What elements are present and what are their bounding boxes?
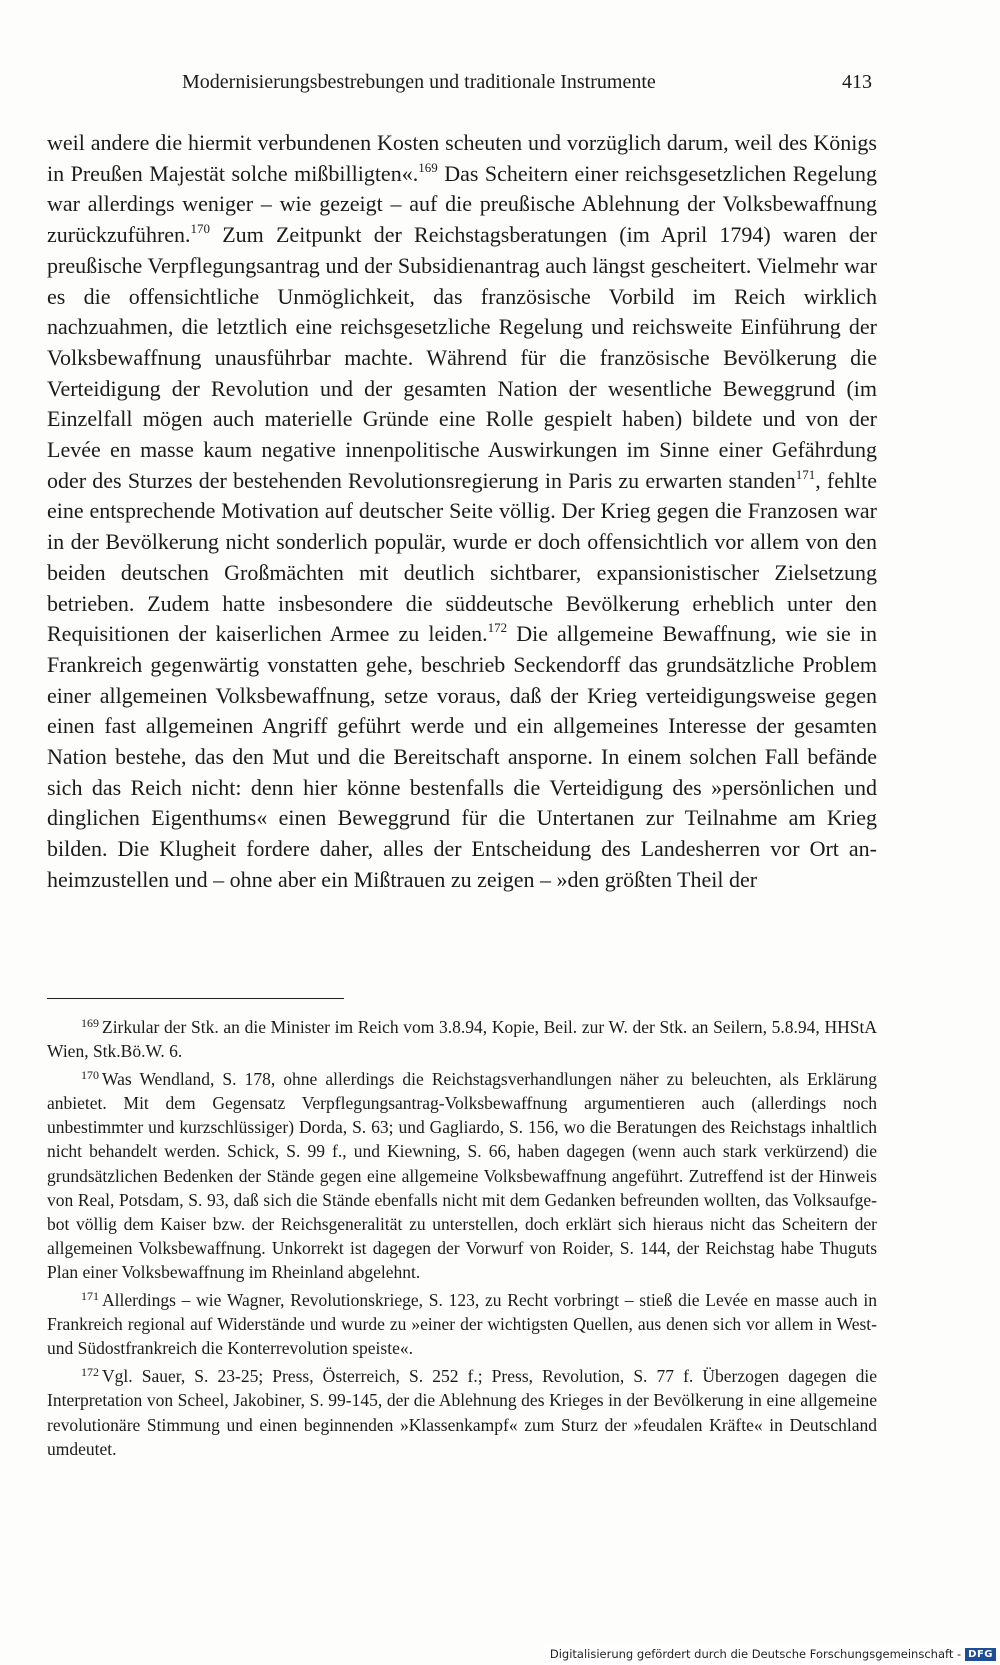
body-text-run: , fehlte eine entsprechende Motivation auf deutscher Seite völlig. Der Krieg gegen die Franzosen war in der Bevölkerung nicht sonderlich populär, wurde er doch offensichtlich vor allem von den beiden deutschen Großmächten mit deutlich sichtbarer, expansionistischer Zielsetzung betrieben. Zudem hatte insbesondere die süddeutsche Bevölkerung erheblich unter den Requisitionen der kaiserlichen Armee zu leiden. [47,467,877,647]
footer-text: Digitalisierung gefördert durch die Deutsche Forschungsgemeinschaft - [549,1647,962,1661]
dfg-logo[interactable]: DFG [965,1648,996,1661]
body-text-run: Das Scheitern einer reichsgesetzlichen Regelung war allerdings weniger – wie gezeigt – auf die preußische Ablehnung der Volksbewaffnung zurückzuführen. [47,160,878,248]
footnote-ref-171[interactable]: 171 [795,466,816,482]
footnote-ref-170[interactable]: 170 [190,221,211,237]
digitization-footer [544,1643,1000,1665]
footnotes [47,1015,877,1465]
footnote-170 [47,1067,877,1284]
body-text-run: weil andere die hiermit verbundenen Kosten scheuten und vorzüglich darum, weil des Königs in Preußen Majestät solche mißbilligten«. [47,130,877,186]
footnote-169 [47,1015,877,1063]
footnote-separator [47,998,344,999]
footnote-172 [47,1364,877,1460]
footnote-text: Vgl. Sauer, S. 23-25; Press, Österreich, S. 252 f.; Press, Revolution, S. 77 f. Überzogen dagegen die Interpretation von Scheel, Jakobiner, S. 99-145, der die Ablehnung des Krieges in der Bevölkerung in eine allgemeine revolutionäre Stimmung und einen beginnenden »Klassenkampf« zum Sturz der »feudalen Kräfte« in Deutschland umdeutet. [47,1366,877,1459]
body-text [47,128,877,896]
footnote-ref-169[interactable]: 169 [418,159,438,175]
footnote-text: Allerdings – wie Wagner, Revolutionskriege, S. 123, zu Recht vorbringt – stieß die Levée en masse auch in Frankreich regional auf Widerstände und wurde zu »einer der wichtigsten Quellen, aus denen sich vor allem in West- und Südostfrankreich die Konterrevolution speiste«. [47,1290,877,1359]
body-text-run: Zum Zeitpunkt der Reichstagsberatungen (im April 1794) waren der preußische Verpflegungsantrag und der Subsidienantrag auch längst gescheitert. Vielmehr war es die offensichtliche Unmöglichkeit, das französische Vorbild im Reich wirklich nachzuahmen, die letztlich eine reichsgesetzliche Regelung und reichsweite Einführung der Volksbewaffnung unausführbar machte. Während für die französische Bevölkerung die Verteidigung der Revolution und der gesamten Nation der wesentliche Beweggrund (im Einzelfall mögen auch materielle Gründe eine Rolle gespielt haben) bildete und von der Levée en masse kaum negative innenpolitische Auswirkungen im Sinne einer Gefährdung oder des Sturzes der bestehenden Revolutionsregierung in Paris zu erwarten standen [47,222,877,493]
body-text-run: Die allgemeine Bewaffnung, wie sie in Frankreich gegenwärtig vonstatten gehe, beschrieb Seckendorff das grundsätzliche Problem einer allgemeinen Volksbewaffnung, setze voraus, daß der Krieg verteidigungsweise gegen einen fast allgemeinen Angriff geführt werde und ein allgemeines Interesse der gesamten Nation bestehe, das den Mut und die Bereitschaft ansporne. In einem solchen Fall befände sich das Reich nicht: denn hier könne bestenfalls die Verteidigung des »persönlichen und dinglichen Eigenthums« einen Beweggrund für die Untertanen zur Teilnahme am Krieg bilden. Die Klugheit fordere daher, alles der Entscheidung des Landesherren vor Ort anheimzustellen und – ohne aber ein Mißtrauen zu zeigen – »den größten Theil der [47,621,878,892]
footnote-number: 171 [81,1289,99,1304]
footnote-number: 172 [81,1365,99,1380]
footnote-171 [47,1288,877,1360]
footnote-number: 170 [81,1068,99,1083]
page-number: 413 [842,71,872,93]
footnote-text: Was Wendland, S. 178, ohne allerdings die Reichstagsverhandlungen näher zu beleuchten, als Erklärung anbietet. Mit dem Gegensatz Verpflegungsantrag-Volksbewaffnung argumentieren auch (allerdings noch unbestimmter und kurzschlüssiger) Dorda, S. 63; und Gagliardo, S. 156, wo die Beratungen des Reichstags inhaltlich nicht behandelt werden. Schick, S. 99 f., und Kiewning, S. 66, haben dagegen (wenn auch stark verkürzend) die grundsätzlichen Bedenken der Stände gegen eine allgemeine Volksbewaffnung angeführt. Zutreffend ist der Hinweis von Real, Potsdam, S. 93, daß sich die Stände ebenfalls nicht mit dem Gedanken befreunden wollten, das Volksaufgebot völlig dem Kaiser bzw. der Reichsgeneralität zu unterstellen, doch erklärt sich hieraus nicht das Scheitern der allgemeinen Volksbewaffnung. Unkorrekt ist dagegen der Vorwurf von Roider, S. 144, der Reichstag habe Thuguts Plan einer Volksbewaffnung im Rheinland abgelehnt. [47,1069,877,1282]
running-title: Modernisierungsbestrebungen und traditionale Instrumente [182,71,656,93]
body-paragraph [47,128,877,896]
footnote-ref-172[interactable]: 172 [487,620,508,636]
footnote-text: Zirkular der Stk. an die Minister im Reich vom 3.8.94, Kopie, Beil. zur W. der Stk. an Seilern, 5.8.94, HHStA Wien, Stk.Bö.W. 6. [47,1017,877,1062]
footnote-number: 169 [81,1016,99,1030]
